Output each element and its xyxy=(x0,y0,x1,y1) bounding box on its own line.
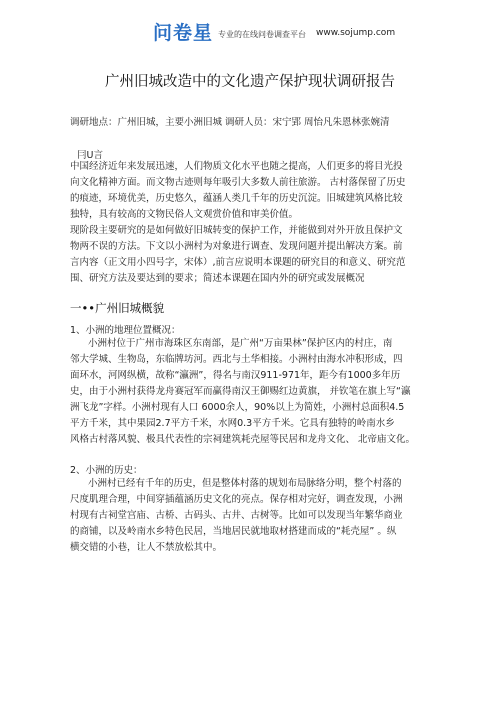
location-line: 小洲村位于广州市海珠区东南部，是广州“万亩果林”保护区内的村庄，南 xyxy=(88,338,393,349)
location-line: 邻大学城、生物岛，东临牌坊河。西北与土华相接。小洲村由海水冲积形成，四 xyxy=(70,354,403,365)
history-line: 小洲村已经有千年的历史，但是整体村落的规划布局脉络分明，整个村落的 xyxy=(88,478,402,489)
intro-line: 中国经济近年来发展迅速，人们物质文化水平也随之提高，人们更多的将目光投 xyxy=(70,161,403,172)
history-paragraph xyxy=(70,476,430,556)
location-line: 史，由于小洲村获得龙舟赛冠军而赢得南汉王御赐红边黄旗， 并钦笔在旗上写“瀛 xyxy=(70,386,411,397)
document-title: 广州旧城改造中的文化遗产保护现状调研报告 xyxy=(105,74,395,90)
header-url: www.sojump.com xyxy=(316,28,396,38)
subsection-heading-history: 2、小洲的历史： xyxy=(70,465,143,476)
intro-line: 围、研究方法及要达到的要求；简述本课题在国内外的研究或发展概况 xyxy=(70,273,365,284)
subsection-heading-location: 1、小洲的地理位置概况： xyxy=(70,325,181,336)
page-header xyxy=(0,14,500,48)
location-line: 调研地点：广州旧城，主要小洲旧城 调研人员：宋宁郢 周怡凡朱恩林张婉清 xyxy=(70,117,390,128)
location-paragraph xyxy=(70,336,430,448)
intro-line: 独特，具有较高的文物民俗人文观赏价值和审美价值。 xyxy=(70,209,299,220)
intro-paragraph xyxy=(70,159,430,287)
intro-line: 向文化精神方面。而文物古迹则每年吸引大多数人前往旅游。 古村落保留了历史 xyxy=(70,177,406,188)
history-line: 村现有古祠堂宫庙、古桥、古码头、古井、古树等。比如可以发现当年繁华商业 xyxy=(70,510,403,521)
history-line: 的商铺，以及岭南水乡特色民居，当地居民就地取材搭建而成的“耗壳屋” 。纵 xyxy=(70,526,397,537)
history-line: 尺度肌理合理，中间穿插蕴涵历史文化的亮点。保存相对完好，调查发现，小洲 xyxy=(70,494,403,505)
wenjuanxing-logo: 问卷星 xyxy=(153,22,214,44)
intro-line: 现阶段主要研究的是如何做好旧城转变的保护工作，并能做到对外开放且保护文 xyxy=(70,225,403,236)
location-line: 洲飞龙”字样。小洲村现有人口 6000余人，90%以上为简姓，小洲村总面积4.5 xyxy=(70,402,405,413)
location-line: 风格古村落风貌、极具代表性的宗祠建筑耗壳屋等民居和龙舟文化、 北帝庙文化。 xyxy=(70,434,416,445)
header-tagline: 专业的在线问卷调查平台 xyxy=(218,30,306,39)
history-line: 横交错的小巷，让人不禁放松其中。 xyxy=(70,542,223,553)
intro-line: 物两不误的方法。下文以小洲村为对象进行调查、发现问题并提出解决方案。前 xyxy=(70,241,403,252)
intro-line: 的痕迹，环境优美，历史悠久，蕴涵人类几千年的历史沉淀。旧城建筑风格比较 xyxy=(70,193,403,204)
location-line: 面环水，河网纵横，故称“瀛洲”，得名与南汉911-971年，距今有1000多年历 xyxy=(70,370,401,381)
location-line: 平方千米，其中果园2.7平方千米，水网0.3平方千米。它具有独特的岭南水乡 xyxy=(70,418,395,429)
preface-heading: 冃U言 xyxy=(77,150,103,161)
section-heading: 一••广州旧城概貌 xyxy=(70,301,165,315)
intro-line: 言内容（正文用小四号字，宋体）,前言应说明本课题的研究目的和意义、研究范 xyxy=(70,257,406,268)
